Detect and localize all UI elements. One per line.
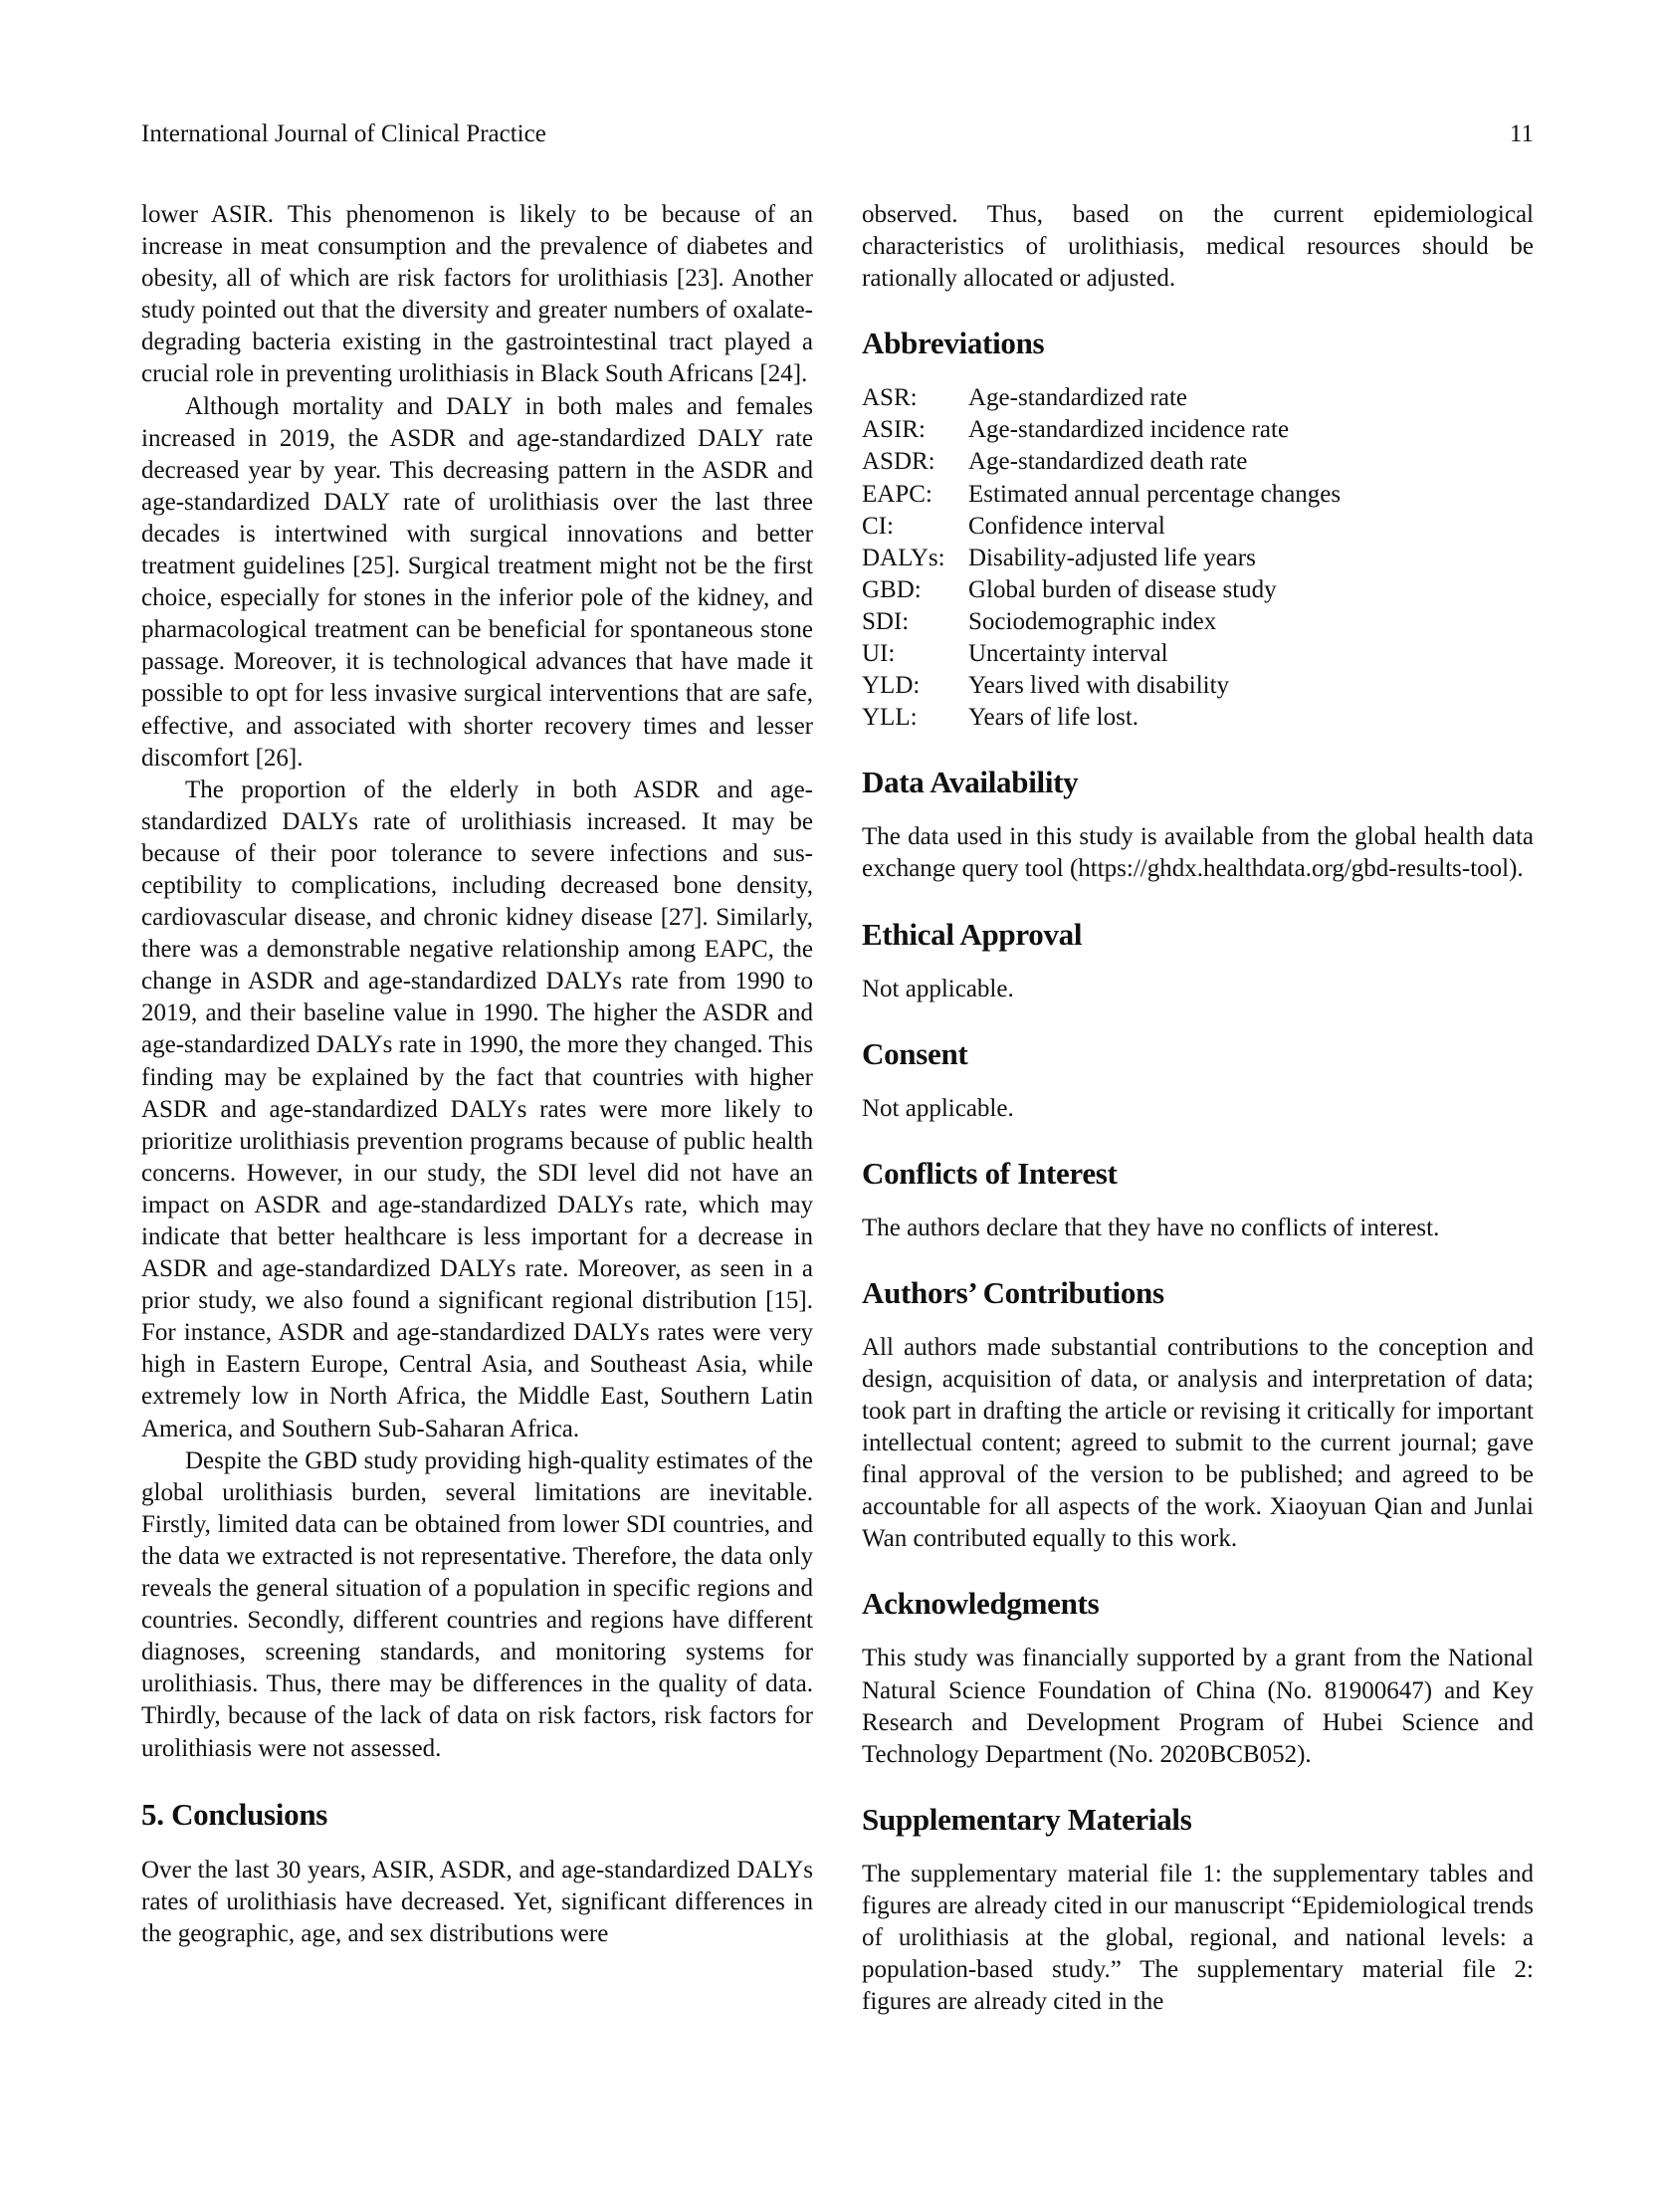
abbreviation-item — [862, 479, 1534, 511]
journal-title: International Journal of Clinical Practice — [141, 120, 546, 147]
abbreviation-definition: Estimated annual percentage changes — [968, 480, 1342, 508]
section-heading-conclusions: 5. Conclusions — [141, 1796, 328, 1832]
abbreviation-key: GBD: — [862, 575, 922, 603]
conclusions-paragraph: Over the last 30 years, ASIR, ASDR, and age-standardized DALYs rates of urolithiasis have decreased. Yet, significant differences in the geographic, age, and sex distributions were — [141, 1856, 813, 1947]
abbreviation-key: UI: — [862, 640, 896, 668]
abbreviation-item — [862, 414, 1534, 446]
continuation-paragraph: observed. Thus, based on the current epidemiological characteristics of urolithiasis, medical resources should be rationally allocated or adjusted. — [862, 201, 1534, 293]
abbreviation-definition: Sociodemographic index — [968, 607, 1217, 635]
data-availability-text: The data used in this study is available from the global health data exchange query tool (https://ghdx.healthdata.org/gbd-results-tool). — [862, 823, 1534, 883]
ethical-approval-text: Not applicable. — [862, 975, 1014, 1002]
body-paragraph: The proportion of the elderly in both ASDR and age-standardized DALYs rate of urolithiasis increased. It may be because of their poor tolerance to severe infections and susceptibility to complications, including decreased bone density, cardiovascular disease, and chronic kidney disease [27]. Similarly, there was a demonstrable negative relationship among EAPC, the change in ASDR and age-standardized DALYs rate from 1990 to 2019, and their baseline value in 1990. The higher the ASDR and age-standardized DALYs rate in 1990, the more they changed. This finding may be explained by the fact that countries with higher ASDR and age-standardized DALYs rates were more likely to prioritize urolithiasis prevention programs because of public health concerns. However, in our study, the SDI level did not have an impact on ASDR and age-standardized DALYs rate, which may indicate that better healthcare is less important for a decrease in ASDR and age-standardized DALYs rate. Moreover, as seen in a prior study, we also found a significant regional distribution [15]. For instance, ASDR and age-standardized DALYs rates were very high in Eastern Europe, Central Asia, and Southeast Asia, while extremely low in North Africa, the Middle East, Southern Latin America, and Southern Sub-Saharan Africa. — [141, 775, 813, 1442]
abbreviation-item — [862, 574, 1534, 606]
running-head — [141, 117, 1534, 151]
abbreviation-definition: Global burden of disease study — [968, 575, 1277, 603]
section-heading-contributions: Authors’ Contributions — [862, 1274, 1164, 1310]
page-number: 11 — [1509, 120, 1534, 147]
body-paragraph: Although mortality and DALY in both males and females increased in 2019, the ASDR and age-standardized DALY rate decreased year by year. This decreasing pattern in the ASDR and age-standardized DALY rate of urolithiasis over the last three decades is intertwined with surgical innovations and better treatment guidelines [25]. Surgical treatment might not be the first choice, especially for stones in the inferior pole of the kidney, and pharmacological treatment can be beneficial for spontaneous stone passage. Moreover, it is technological advances that have made it possible to opt for less invasive surgical interventions that are safe, effective, and associated with shorter recovery times and lesser discomfort [26]. — [141, 392, 813, 772]
section-heading-supplementary: Supplementary Materials — [862, 1801, 1192, 1837]
abbreviation-key: YLD: — [862, 672, 921, 700]
abbreviation-item — [862, 543, 1534, 574]
abbreviation-definition: Age-standardized death rate — [968, 448, 1248, 476]
abbreviation-definition: Age-standardized rate — [968, 384, 1188, 412]
abbreviation-item — [862, 382, 1534, 414]
abbreviation-key: ASR: — [862, 384, 918, 412]
abbreviation-item — [862, 638, 1534, 670]
abbreviation-key: YLL: — [862, 704, 918, 732]
section-heading-data-availability: Data Availability — [862, 765, 1079, 800]
consent-text: Not applicable. — [862, 1094, 1014, 1122]
abbreviation-key: CI: — [862, 512, 894, 540]
abbreviation-key: DALYs: — [862, 544, 945, 571]
abbreviation-item — [862, 670, 1534, 702]
body-paragraph: lower ASIR. This phenomenon is likely to be because of an increase in meat consumption and the prevalence of diabetes and obesity, all of which are risk factors for urolithiasis [23]. Another study pointed out that the diversity and greater numbers of oxalate-degrading bacteria existing in the gastrointestinal tract played a crucial role in preventing urolithiasis in Black South Africans [24]. — [141, 201, 813, 388]
conflicts-text: The authors declare that they have no conflicts of interest. — [862, 1214, 1440, 1241]
abbreviation-item — [862, 511, 1534, 543]
abbreviation-key: SDI: — [862, 607, 910, 635]
body-paragraph: Despite the GBD study providing high-quality estimates of the global urolithiasis burden, several limitations are inevitable. Firstly, limited data can be obtained from lower SDI countries, and the data we extracted is not representative. Therefore, the data only reveals the general situation of a population in specific regions and countries. Secondly, different countries and regions have different diagnoses, screening standards, and monitoring systems for urolithiasis. Thus, there may be differences in the quality of data. Thirdly, because of the lack of data on risk factors, risk factors for urolithiasis were not assessed. — [141, 1446, 813, 1762]
supplementary-text: The supplementary material file 1: the supplementary tables and figures are already cited in our manuscript “Epidemiological trends of urolithiasis at the global, regional, and national levels: a population-based study.” The supplementary material file 2: figures are already cited in the — [862, 1860, 1534, 2016]
abbreviation-definition: Years of life lost. — [968, 704, 1140, 732]
section-heading-conflicts: Conflicts of Interest — [862, 1155, 1118, 1191]
section-heading-abbreviations: Abbreviations — [862, 326, 1045, 361]
abbreviation-key: ASIR: — [862, 416, 926, 444]
abbreviation-definition: Uncertainty interval — [968, 640, 1168, 668]
section-heading-acknowledgments: Acknowledgments — [862, 1586, 1100, 1622]
abbreviation-definition: Years lived with disability — [968, 672, 1230, 700]
abbreviation-definition: Disability-adjusted life years — [968, 544, 1256, 571]
abbreviations-list — [862, 382, 1534, 734]
section-heading-consent: Consent — [862, 1035, 968, 1071]
left-column — [141, 199, 813, 1950]
abbreviation-key: ASDR: — [862, 448, 935, 476]
abbreviation-item — [862, 606, 1534, 638]
abbreviation-definition: Age-standardized incidence rate — [968, 416, 1290, 444]
abbreviation-item — [862, 702, 1534, 734]
abbreviation-item — [862, 446, 1534, 478]
abbreviation-key: EAPC: — [862, 480, 933, 508]
contributions-text: All authors made substantial contributions to the conception and design, acquisition of data, or analysis and interpretation of data; took part in drafting the article or revising it critically for important intellectual content; agreed to submit to the current journal; gave final approval of the version to be published; and agreed to be accountable for all aspects of the work. Xiaoyuan Qian and Junlai Wan contributed equally to this work. — [862, 1333, 1534, 1553]
section-heading-ethical-approval: Ethical Approval — [862, 916, 1083, 952]
right-column — [862, 199, 1534, 2018]
abbreviation-definition: Confidence interval — [968, 512, 1165, 540]
acknowledgments-text: This study was financially supported by a grant from the National Natural Science Foundation of China (No. 81900647) and Key Research and Development Program of Hubei Science and Technology Department (No. 2020BCB052). — [862, 1645, 1534, 1768]
